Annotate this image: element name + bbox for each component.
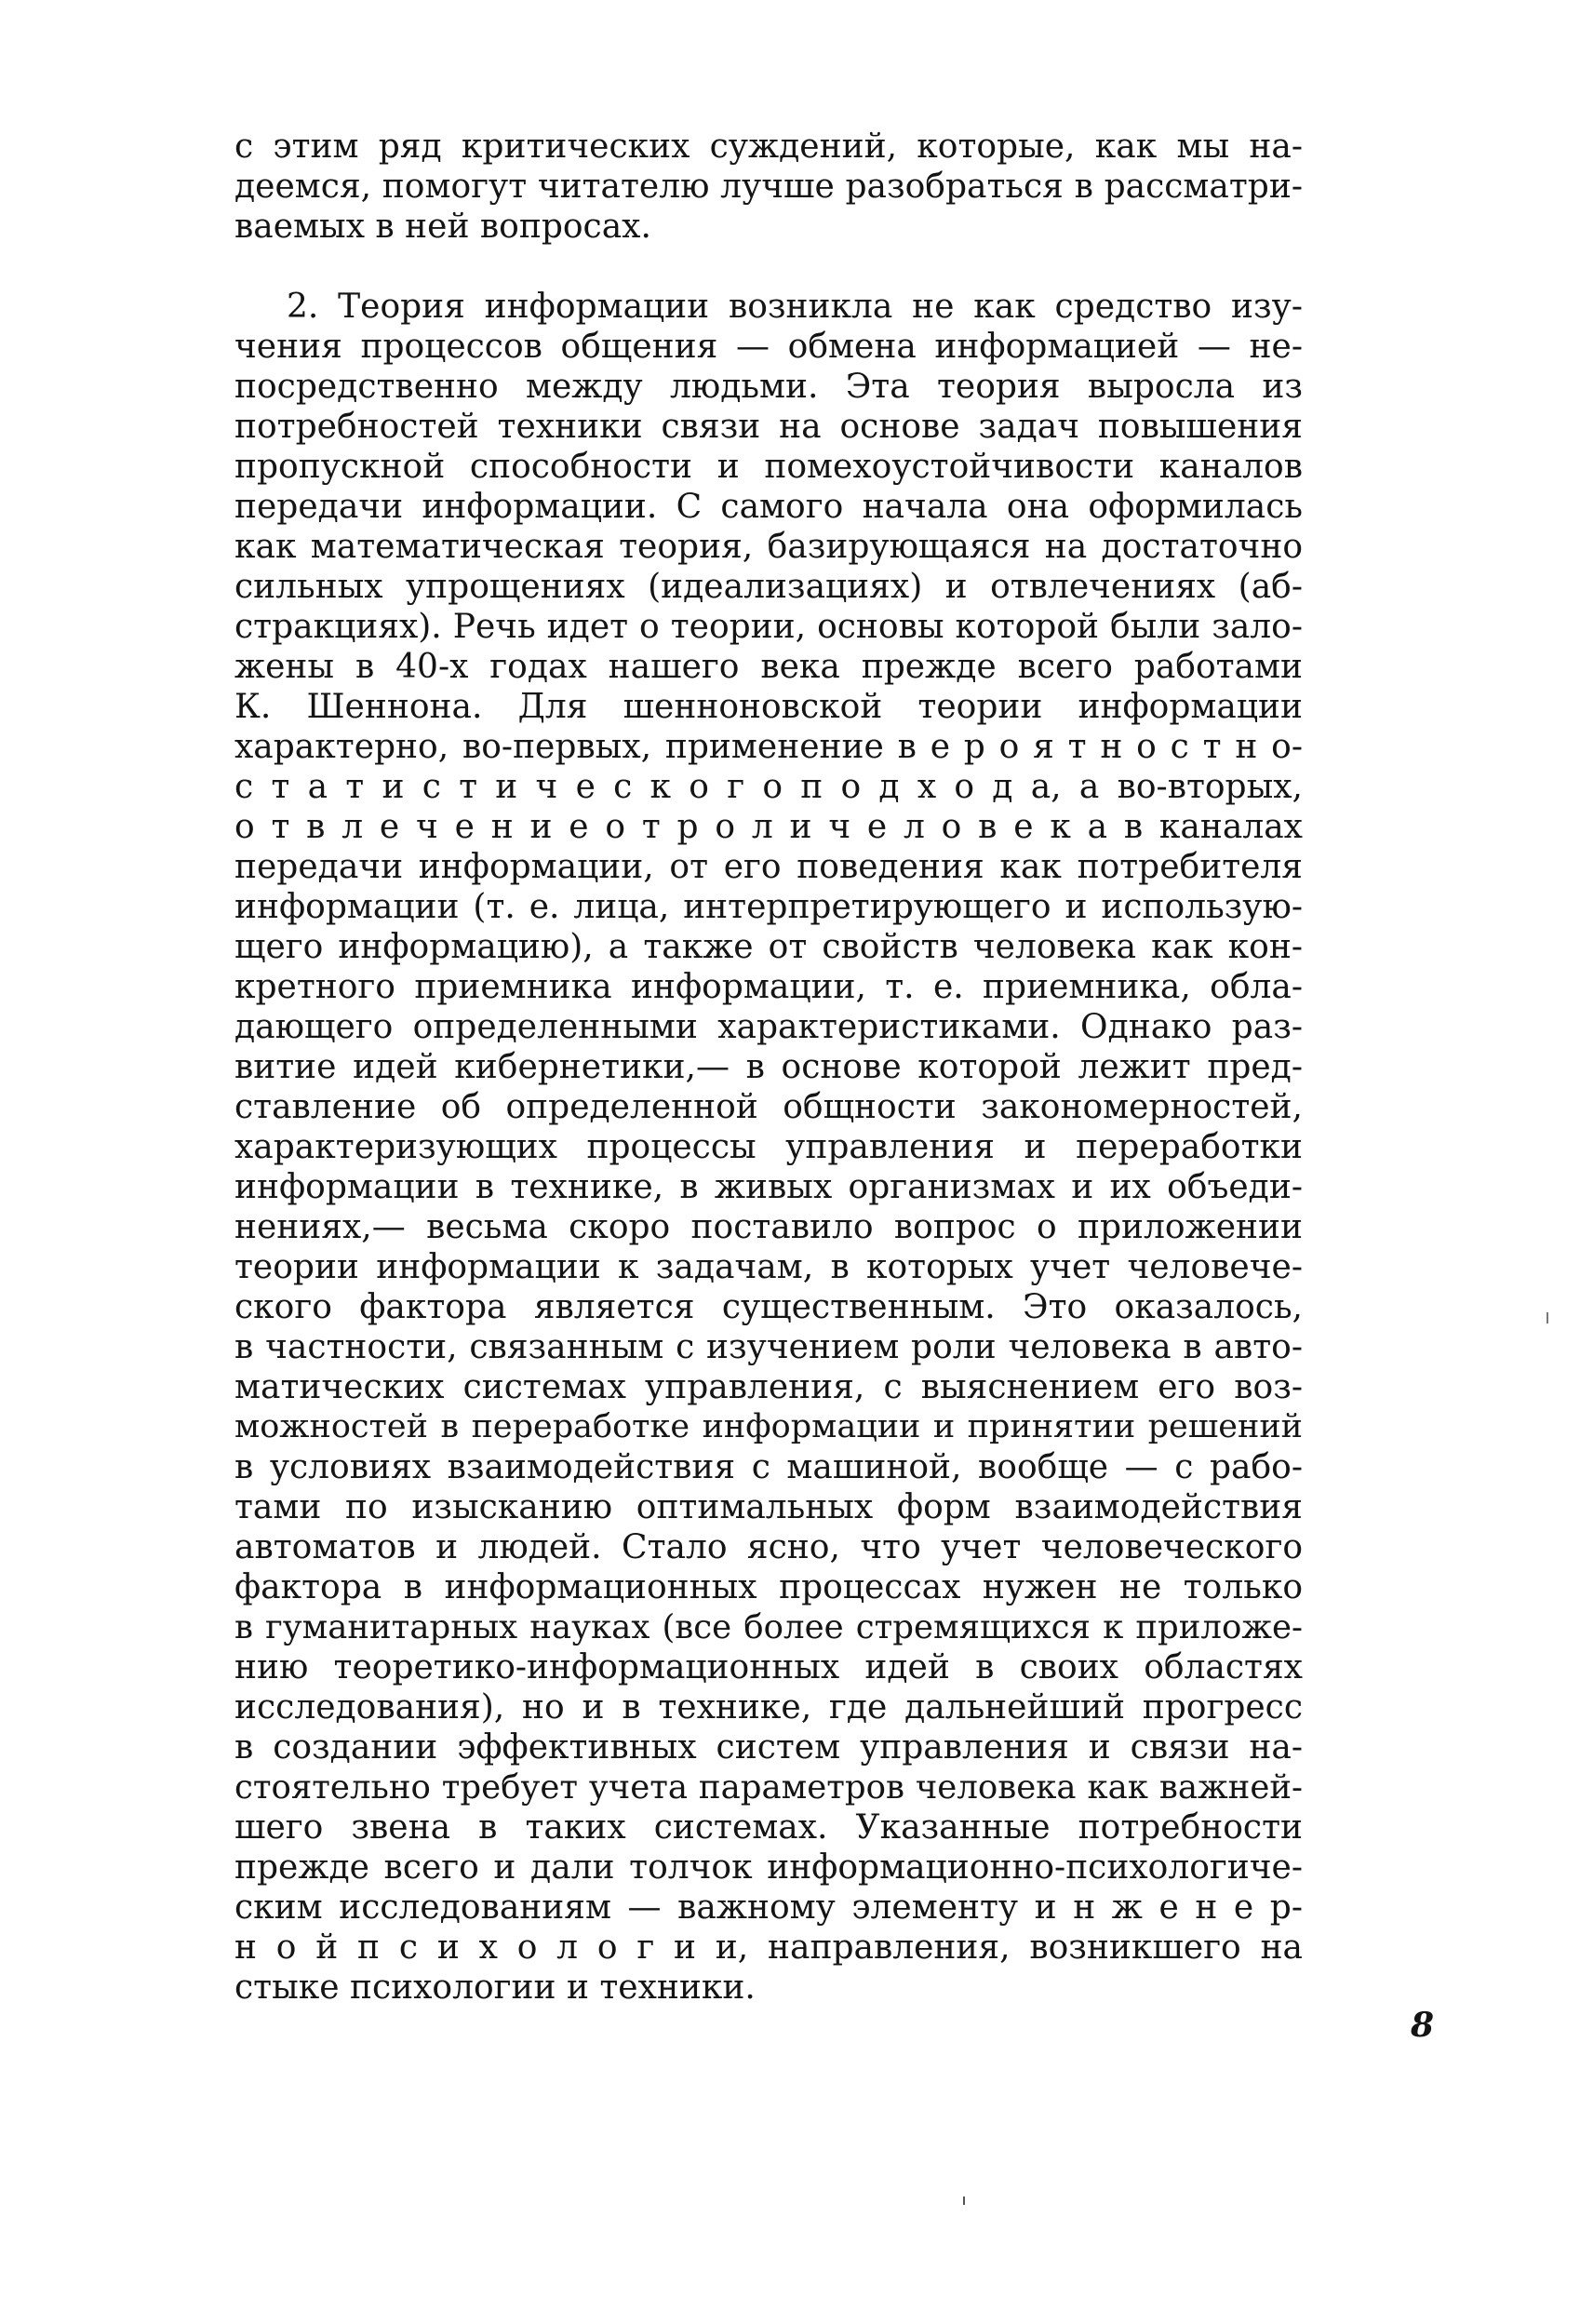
text-line: исследования), но и в технике, где дальнейший прогресс [234,1688,1303,1726]
scan-speck [963,2196,965,2205]
text-line: характеризующих процессы управления и переработки [234,1128,1303,1166]
text-line: нию теоретико-информационных идей в своих областях [234,1648,1303,1686]
text-line: тами по изысканию оптимальных форм взаимодействия [234,1488,1303,1526]
text-line: стоятельно требует учета параметров человека как важней- [234,1768,1303,1807]
text-line: фактора в информационных процессах нужен не только [234,1568,1303,1606]
text-line: в создании эффективных систем управления и связи на- [234,1728,1303,1767]
text-line: 2. Теория информации возникла не как средство изу- [287,288,1303,326]
text-line: н о й п с и х о л о г и и, направления, возникшего на [234,1928,1303,1967]
text-line: с этим ряд критических суждений, которые, как мы на- [234,128,1303,166]
text-line: щего информацию), а также от свойств человека как кон- [234,928,1303,966]
text-line: теории информации к задачам, в которых учет человече- [234,1248,1303,1286]
text-line: дающего определенными характеристиками. Однако раз- [234,1008,1303,1046]
text-line: в частности, связанным с изучением роли человека в авто- [234,1328,1303,1366]
text-line: автоматов и людей. Стало ясно, что учет человеческого [234,1528,1303,1566]
text-line: жены в 40-х годах нашего века прежде всего работами [234,648,1303,686]
text-line: чения процессов общения — обмена информацией — не- [234,328,1303,366]
text-line: можностей в переработке информации и принятии решений [234,1408,1303,1445]
text-line: ского фактора является существенным. Это оказалось, [234,1288,1303,1326]
text-line: кретного приемника информации, т. е. приемника, обла- [234,968,1303,1006]
paragraph-2 [234,287,1303,2008]
text-line: посредственно между людьми. Эта теория выросла из [234,368,1303,406]
text-line: информации в технике, в живых организмах и их объеди- [234,1168,1303,1206]
text-line: витие идей кибернетики,— в основе которой лежит пред- [234,1048,1303,1086]
margin-mark [1547,1312,1548,1323]
text-line: прежде всего и дали толчок информационно-психологиче- [234,1848,1303,1887]
text-line: с т а т и с т и ч е с к о г о п о д х о д а, а во-вторых, [234,768,1303,806]
text-line: ставление об определенной общности закономерностей, [234,1088,1303,1126]
text-line: в гуманитарных науках (все более стремящихся к приложе- [234,1608,1303,1646]
text-line: сильных упрощениях (идеализациях) и отвлечениях (аб- [234,568,1303,606]
text-line: К. Шеннона. Для шенноновской теории информации [234,688,1303,726]
text-line: ским исследованиям — важному элементу и н ж е н е р- [234,1888,1303,1927]
text-line: матических системах управления, с выяснением его воз- [234,1368,1303,1406]
text-line: ваемых в ней вопросах. [234,208,651,246]
text-line: передачи информации. С самого начала она оформилась [234,488,1303,526]
text-line: шего звена в таких системах. Указанные потребности [234,1808,1303,1847]
text-line: потребностей техники связи на основе задач повышения [234,408,1303,446]
text-line: в условиях взаимодействия с машиной, вообще — с рабо- [234,1448,1303,1486]
text-line: передачи информации, от его поведения как потребителя [234,848,1303,886]
text-line: о т в л е ч е н и е о т р о л и ч е л о в е к а в каналах [234,808,1303,846]
paragraph-intro-end [234,127,1303,247]
text-line: пропускной способности и помехоустойчивости каналов [234,448,1303,486]
page-number: 8 [1411,2006,1435,2045]
text-line: как математическая теория, базирующаяся на достаточно [234,528,1303,566]
text-line: стыке психологии и техники. [234,1968,756,2007]
text-line: информации (т. е. лица, интерпретирующего и использую- [234,888,1303,926]
text-line: стракциях). Речь идет о теории, основы которой были зало- [234,608,1303,646]
text-line: деемся, помогут читателю лучше разобраться в рассматри- [234,168,1303,206]
text-line: характерно, во-первых, применение в е р о я т н о с т н о- [234,728,1303,766]
text-line: нениях,— весьма скоро поставило вопрос о приложении [234,1208,1303,1246]
